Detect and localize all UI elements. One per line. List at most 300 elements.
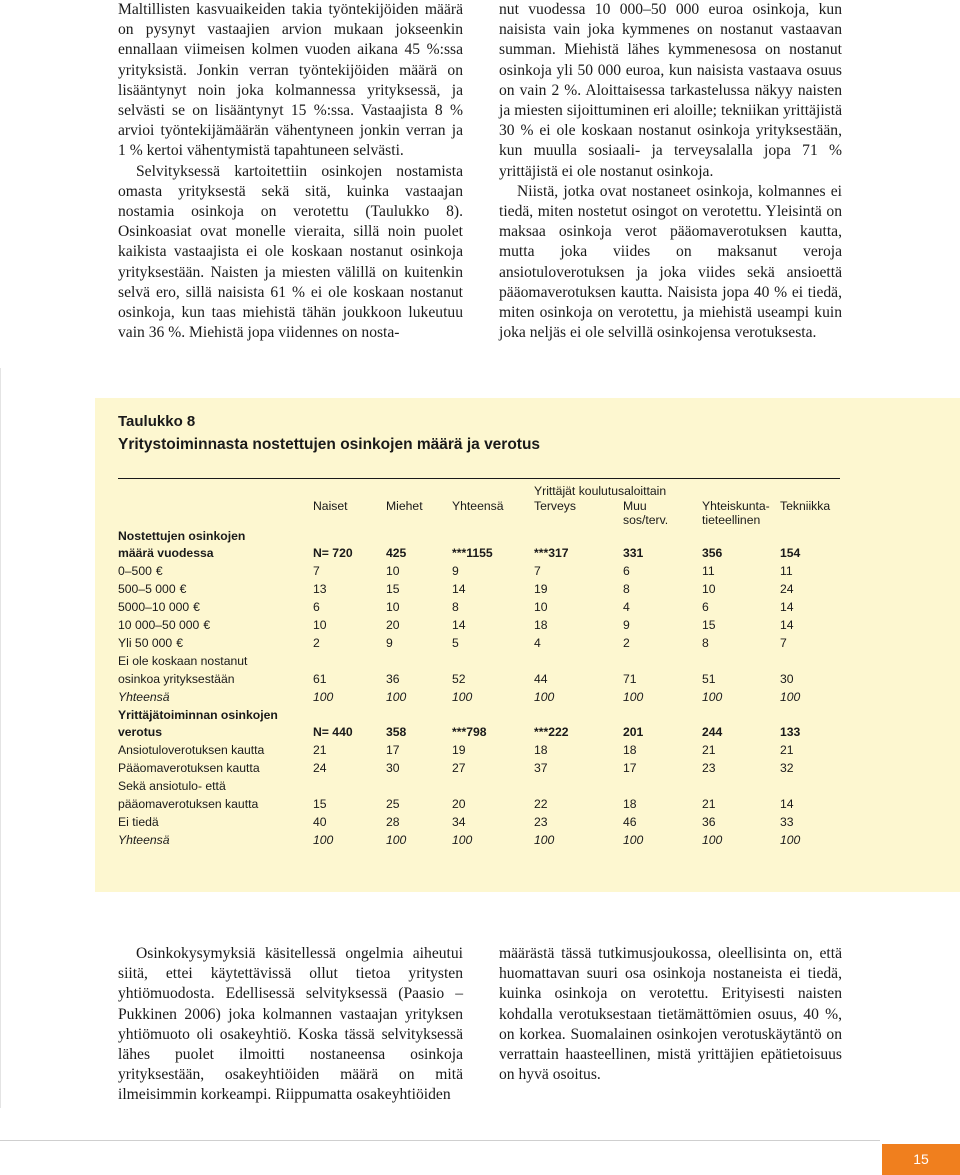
cell-value: ***317	[534, 546, 569, 561]
table-cell	[702, 796, 780, 814]
cell-value: 15	[702, 618, 716, 633]
table-row	[118, 599, 840, 617]
table-cell	[702, 778, 780, 796]
table-cell	[702, 563, 780, 581]
cell-value: 100	[702, 689, 723, 704]
table-cell	[623, 599, 702, 617]
row-label-text: määrä vuodessa	[118, 546, 214, 561]
cell-value: 22	[534, 797, 548, 812]
table-cell	[534, 599, 623, 617]
table-cell	[386, 635, 452, 653]
cell-value: 100	[534, 832, 555, 847]
table-cell	[780, 545, 840, 563]
row-label	[118, 617, 313, 635]
cell-value: 6	[623, 564, 630, 579]
cell-value: 20	[386, 618, 400, 633]
column-header: Tekniikka	[780, 498, 831, 513]
table-cell	[386, 581, 452, 599]
table-cell	[313, 545, 386, 563]
table-cell	[386, 671, 452, 689]
table-row	[118, 689, 840, 707]
table-cell	[452, 599, 534, 617]
table-cell	[534, 724, 623, 742]
table-cell	[534, 814, 623, 832]
cell-value: 36	[386, 671, 400, 686]
table-cell	[702, 671, 780, 689]
cell-value: ***798	[452, 725, 487, 740]
cell-value: 34	[452, 815, 466, 829]
cell-value: 19	[452, 743, 466, 758]
table-row	[118, 778, 840, 796]
table-cell	[534, 760, 623, 778]
cell-value: 100	[313, 689, 334, 704]
table-cell	[780, 742, 840, 760]
cell-value: 100	[452, 689, 473, 704]
table-cell	[452, 778, 534, 796]
table-cell	[534, 617, 623, 635]
table-cell	[386, 617, 452, 635]
cell-value: 46	[623, 815, 637, 829]
table-cell	[386, 689, 452, 707]
table-row	[118, 707, 840, 725]
row-label-text: Yhteensä	[118, 689, 170, 704]
euro-symbol: €	[179, 582, 187, 597]
table-cell	[702, 742, 780, 760]
column-header: Terveys	[534, 498, 576, 513]
table-row	[118, 671, 840, 689]
cell-value: ***222	[534, 725, 569, 740]
cell-value: 9	[452, 564, 459, 579]
row-label	[118, 832, 313, 850]
footer-rule	[0, 1140, 880, 1141]
row-label	[118, 742, 313, 760]
table-cell	[702, 760, 780, 778]
table-cell	[313, 742, 386, 760]
row-label-text: 0–500	[118, 564, 152, 579]
row-label-text: verotus	[118, 725, 163, 740]
table-cell	[623, 814, 702, 832]
cell-value: 10	[702, 582, 716, 597]
row-label	[118, 814, 313, 832]
table-cell	[780, 707, 840, 725]
cell-value: 32	[780, 761, 794, 776]
page-edge-marker	[0, 368, 4, 1108]
table-cell	[623, 617, 702, 635]
table-cell	[534, 796, 623, 814]
table-cell	[386, 760, 452, 778]
cell-value: 10	[386, 564, 400, 579]
row-label-text: Pääomaverotuksen kautta	[118, 761, 260, 776]
table-cell	[452, 707, 534, 725]
cell-value: 33	[780, 815, 794, 829]
cell-value: 30	[386, 761, 400, 776]
cell-value: 61	[313, 671, 327, 686]
row-label	[118, 581, 313, 599]
cell-value: 10	[386, 600, 400, 615]
table-cell	[702, 528, 780, 546]
cell-value: 100	[534, 689, 555, 704]
column-header-continuation	[118, 513, 313, 528]
table-cell	[452, 581, 534, 599]
table-row	[118, 635, 840, 653]
row-label	[118, 707, 313, 725]
cell-value: 37	[534, 761, 548, 776]
cell-value: 8	[452, 600, 459, 615]
table-cell	[702, 617, 780, 635]
table-cell	[623, 545, 702, 563]
row-label	[118, 671, 313, 689]
cell-value: 11	[702, 564, 715, 579]
table-cell	[313, 760, 386, 778]
page-number: 15	[882, 1144, 960, 1175]
paragraph: Niistä, jotka ovat nostaneet osinkoja, kolmannes ei tiedä, miten nostetut osingot on verotettu. Yleisintä on maksaa osinkoja verot pääomaverotuksen kautta, mutta joka viides on maksanut veroja ansiotuloverotuksen ja joka viides sekä ansioettä pääomaverotuksen kautta. Naisista jopa 40 % ei tiedä, miten osinkoja on verotettu, ja miehistä useampi kuin joka neljäs ei ole selvillä osinkojensa verotuksesta.	[499, 182, 842, 342]
row-label	[118, 545, 313, 563]
body-text-bottom-left	[118, 944, 463, 1106]
table-cell	[313, 707, 386, 725]
row-label	[118, 653, 313, 671]
cell-value: 14	[452, 618, 466, 633]
table-cell	[452, 563, 534, 581]
table-cell	[623, 563, 702, 581]
cell-value: 71	[623, 671, 637, 686]
cell-value: 201	[623, 725, 644, 740]
cell-value: 21	[780, 743, 794, 758]
table-cell	[386, 796, 452, 814]
cell-value: 100	[780, 832, 801, 847]
table-row	[118, 581, 840, 599]
table-cell	[452, 814, 534, 832]
table-cell	[452, 653, 534, 671]
table-cell	[780, 671, 840, 689]
cell-value: 21	[702, 797, 716, 812]
row-label-text: 500–5 000	[118, 582, 176, 597]
row-label-text: pääomaverotuksen kautta	[118, 797, 259, 812]
cell-value: N= 720	[313, 546, 353, 561]
cell-value: 20	[452, 797, 466, 812]
table-cell	[534, 545, 623, 563]
table-cell	[780, 581, 840, 599]
table-cell	[313, 617, 386, 635]
euro-symbol: €	[193, 600, 200, 615]
table-cell	[452, 689, 534, 707]
cell-value: 100	[386, 832, 407, 847]
table-cell	[386, 563, 452, 581]
cell-value: 100	[452, 832, 473, 847]
cell-value: 7	[313, 564, 320, 579]
table-cell	[386, 832, 452, 850]
table-row	[118, 617, 840, 635]
table-cell	[452, 528, 534, 546]
cell-value: 8	[702, 635, 709, 650]
table-cell	[534, 832, 623, 850]
table-cell	[452, 545, 534, 563]
paragraph: Maltillisten kasvuaikeiden takia työntekijöiden määrä on pysynyt vastaajien arvion mukaan jokseenkin ennallaan viimeisen kolmen vuoden aikana 45 %:ssa yrityksistä. Jonkin verran työntekijöiden määrä on lisääntynyt noin joka kolmannessa yrityksessä, ja selvästi se on lisääntynyt 15 %:ssa. Vastaajista 8 % arvioi työntekijämäärän vähentyneen jonkin verran ja 1 % kertoi vähentymistä tapahtuneen selvästi.	[118, 1, 463, 160]
table-top-rule	[118, 478, 840, 479]
table-cell	[780, 689, 840, 707]
table-cell	[702, 545, 780, 563]
table-row	[118, 653, 840, 671]
table-cell	[313, 814, 386, 832]
row-label-text: Nostettujen osinkojen	[118, 528, 246, 543]
table-cell	[452, 760, 534, 778]
column-header: Miehet	[386, 498, 423, 513]
cell-value: 51	[702, 671, 716, 686]
table-row	[118, 545, 840, 563]
table-cell	[452, 671, 534, 689]
cell-value: 8	[623, 582, 630, 597]
cell-value: 52	[452, 671, 466, 686]
table-cell	[702, 599, 780, 617]
table-cell	[313, 599, 386, 617]
table-row	[118, 832, 840, 850]
table-cell	[313, 581, 386, 599]
cell-value: 2	[313, 635, 320, 650]
table-cell	[452, 796, 534, 814]
cell-value: 9	[386, 635, 393, 650]
cell-value: 21	[313, 743, 327, 758]
table-cell	[386, 742, 452, 760]
table-title: Yritystoiminnasta nostettujen osinkojen määrä ja verotus	[118, 436, 541, 453]
cell-value: 4	[534, 635, 541, 650]
row-label	[118, 796, 313, 814]
cell-value: 100	[702, 832, 723, 847]
table-label: Taulukko 8	[118, 413, 196, 430]
cell-value: 100	[780, 689, 801, 704]
table-cell	[313, 778, 386, 796]
cell-value: 27	[452, 761, 466, 776]
row-label-text: Ei tiedä	[118, 815, 159, 829]
cell-value: 24	[313, 761, 327, 776]
cell-value: 10	[534, 600, 548, 615]
table-cell	[780, 528, 840, 546]
row-label-text: 5000–10 000	[118, 600, 190, 615]
cell-value: 100	[623, 832, 644, 847]
table-cell	[702, 581, 780, 599]
table-cell	[313, 689, 386, 707]
table-cell	[780, 724, 840, 742]
table-cell	[780, 599, 840, 617]
row-label	[118, 760, 313, 778]
row-label	[118, 689, 313, 707]
cell-value: 18	[534, 618, 548, 633]
cell-value: 10	[313, 618, 327, 633]
cell-value: 4	[623, 600, 630, 615]
row-label-text: Yhteensä	[118, 832, 170, 847]
table-cell	[780, 796, 840, 814]
column-header: Yhteiskunta-	[702, 498, 770, 513]
table-cell	[780, 814, 840, 832]
cell-value: 14	[780, 600, 794, 615]
table-cell	[623, 742, 702, 760]
table-cell	[780, 760, 840, 778]
dividend-table	[118, 482, 840, 850]
column-group-header: Yrittäjät koulutusaloittain	[534, 484, 667, 498]
cell-value: 133	[780, 725, 801, 740]
table-cell	[386, 814, 452, 832]
cell-value: 6	[313, 600, 320, 615]
table-cell	[452, 635, 534, 653]
cell-value: 7	[780, 635, 787, 650]
table-cell	[313, 832, 386, 850]
table-cell	[386, 599, 452, 617]
table-cell	[623, 760, 702, 778]
cell-value: 6	[702, 600, 709, 615]
table-row	[118, 796, 840, 814]
cell-value: 244	[702, 725, 723, 740]
cell-value: 356	[702, 546, 723, 561]
cell-value: 154	[780, 546, 801, 561]
table-cell	[702, 814, 780, 832]
table-cell	[386, 545, 452, 563]
cell-value: 17	[386, 743, 400, 758]
table-row	[118, 563, 840, 581]
column-header-continuation: sos/terv.	[623, 513, 669, 527]
table-cell	[313, 528, 386, 546]
row-label-text: Yrittäjätoiminnan osinkojen	[118, 707, 278, 722]
table-body	[118, 528, 840, 850]
cell-value: 44	[534, 671, 548, 686]
table-cell	[386, 528, 452, 546]
column-header: Muu	[623, 498, 647, 513]
cell-value: N= 440	[313, 725, 353, 740]
cell-value: 25	[386, 797, 400, 812]
table-cell	[452, 742, 534, 760]
cell-value: 23	[702, 761, 716, 776]
table-cell	[780, 832, 840, 850]
table-cell	[534, 653, 623, 671]
column-header: Yhteensä	[452, 498, 504, 513]
cell-value: 36	[702, 815, 716, 829]
cell-value: 9	[623, 618, 630, 633]
column-header-continuation	[452, 513, 534, 528]
row-label	[118, 563, 313, 581]
column-header-continuation	[313, 513, 386, 528]
table-cell	[702, 689, 780, 707]
cell-value: 14	[780, 797, 794, 812]
euro-symbol: €	[155, 564, 163, 579]
row-label	[118, 599, 313, 617]
table-cell	[780, 778, 840, 796]
row-label-text: 10 000–50 000	[118, 618, 200, 633]
table-cell	[780, 635, 840, 653]
cell-value: 18	[534, 743, 548, 758]
table-cell	[702, 724, 780, 742]
table-cell	[702, 653, 780, 671]
row-label-text: osinkoa yrityksestään	[118, 671, 235, 686]
row-label	[118, 635, 313, 653]
cell-value: 100	[386, 689, 407, 704]
table-cell	[623, 707, 702, 725]
table-cell	[313, 796, 386, 814]
row-label-text: Yli 50 000	[118, 635, 173, 650]
table-cell	[534, 689, 623, 707]
column-header-continuation: tieteellinen	[702, 513, 761, 527]
cell-value: 7	[534, 564, 541, 579]
cell-value: 100	[623, 689, 644, 704]
table-cell	[623, 796, 702, 814]
table-cell	[313, 724, 386, 742]
table-cell	[534, 671, 623, 689]
table-cell	[780, 563, 840, 581]
cell-value: 15	[313, 797, 327, 812]
row-label	[118, 778, 313, 796]
cell-value: 331	[623, 546, 644, 561]
table-cell	[534, 563, 623, 581]
table-cell	[534, 707, 623, 725]
cell-value: 11	[780, 564, 793, 579]
column-header-continuation	[534, 513, 623, 528]
paragraph: määrästä tässä tutkimusjoukossa, oleellisinta on, että huomattavan suuri osa osinkoja nostaneista ei tiedä, kuinka osinkoja on verotettu. Erityisesti naisten kohdalla verotuksestaan tietämättömien osuus, 40 %, on korkea. Suomalainen osinkojen verotuskäytäntö on verrattain haasteellinen, mistä yrittäjien epätietoisuus on hyvä osoitus.	[499, 945, 842, 1084]
paragraph: Osinkokysymyksiä käsitellessä ongelmia aiheutui siitä, ettei käytettävissä ollut tietoa yritysten yhtiömuodosta. Edellisessä selvityksessä (Paasio – Pukkinen 2006) joka kolmannen vastaajan yrityksen yhtiömuoto oli osakeyhtiö. Koska tässä selvityksessä lähes puolet ilmoitti nostaneensa osinkoja yrityksestään, osakeyhtiöiden määrä on mitä ilmeisimmin korkeampi. Riippumatta osakeyhtiöiden	[118, 945, 463, 1104]
cell-value: 100	[313, 832, 334, 847]
euro-symbol: €	[176, 635, 183, 650]
row-label	[118, 724, 313, 742]
table-cell	[702, 832, 780, 850]
cell-value: 17	[623, 761, 637, 776]
table-cell	[313, 635, 386, 653]
cell-value: 425	[386, 546, 407, 561]
body-text-bottom-right	[499, 944, 842, 1085]
cell-value: 15	[386, 582, 400, 597]
table-row	[118, 742, 840, 760]
row-label	[118, 528, 313, 546]
table-cell	[623, 689, 702, 707]
row-label-text: Sekä ansiotulo- että	[118, 779, 226, 794]
table-cell	[313, 671, 386, 689]
cell-value: 18	[623, 743, 637, 758]
table-cell	[313, 653, 386, 671]
table-cell	[386, 778, 452, 796]
table-cell	[623, 671, 702, 689]
cell-value: 21	[702, 743, 716, 758]
cell-value: 28	[386, 815, 400, 829]
table-cell	[534, 778, 623, 796]
table-cell	[623, 832, 702, 850]
table-cell	[534, 581, 623, 599]
table-row	[118, 760, 840, 778]
table-cell	[534, 528, 623, 546]
cell-value: 18	[623, 797, 637, 812]
table-cell	[623, 528, 702, 546]
cell-value: 2	[623, 635, 630, 650]
row-label-text: Ei ole koskaan nostanut	[118, 653, 248, 668]
cell-value: 14	[452, 582, 466, 597]
table-cell	[702, 707, 780, 725]
cell-value: 30	[780, 671, 794, 686]
table-cell	[623, 778, 702, 796]
cell-value: 358	[386, 725, 407, 740]
paragraph: Selvityksessä kartoitettiin osinkojen nostamista omasta yrityksestä sekä sitä, kuinka vastaajan nostamia osinkoja on verotettu (Taulukko 8). Osinkoasiat ovat monelle vieraita, sillä noin puolet kaikista vastaajista ei ole koskaan nostanut osinkoja yrityksestään. Naisten ja miesten välillä on kuitenkin selvä ero, sillä naisista 61 % ei ole koskaan nostanut osinkoja, kun taas miehistä tähän joukkoon lukeutuu vain 36 %. Miehistä jopa viidennes on nosta-	[118, 162, 463, 342]
column-header-continuation	[780, 513, 840, 528]
cell-value: ***1155	[452, 546, 493, 561]
paragraph: nut vuodessa 10 000–50 000 euroa osinkoja, kun naisista vain joka kymmenes on nostanut vastaavan summan. Miehistä lähes kymmenesosa on nostanut osinkoja yli 50 000 euroa, kun naisista vastaava osuus on vain 2 %. Aloittaisessa tarkastelussa näkyy naisten ja miesten sijoittuminen eri aloille; tekniikan yrittäjistä 30 % ei ole koskaan nostanut osinkoja yrityksestään, kun muulla sosiaali- ja terveysalalla jopa 71 % yrittäjistä ei ole nostanut osinkoja.	[499, 1, 842, 180]
row-label-text: Ansiotuloverotuksen kautta	[118, 743, 265, 758]
table-cell	[623, 635, 702, 653]
euro-symbol: €	[203, 618, 211, 633]
table-cell	[702, 635, 780, 653]
table-cell	[534, 635, 623, 653]
body-text-top-left	[118, 0, 463, 343]
body-text-top-right	[499, 0, 842, 343]
table-cell	[623, 724, 702, 742]
table-cell	[386, 653, 452, 671]
table-cell	[534, 742, 623, 760]
table-header	[118, 482, 840, 528]
cell-value: 14	[780, 618, 794, 633]
cell-value: 40	[313, 815, 327, 829]
table-row	[118, 814, 840, 832]
column-header-continuation	[386, 513, 452, 528]
